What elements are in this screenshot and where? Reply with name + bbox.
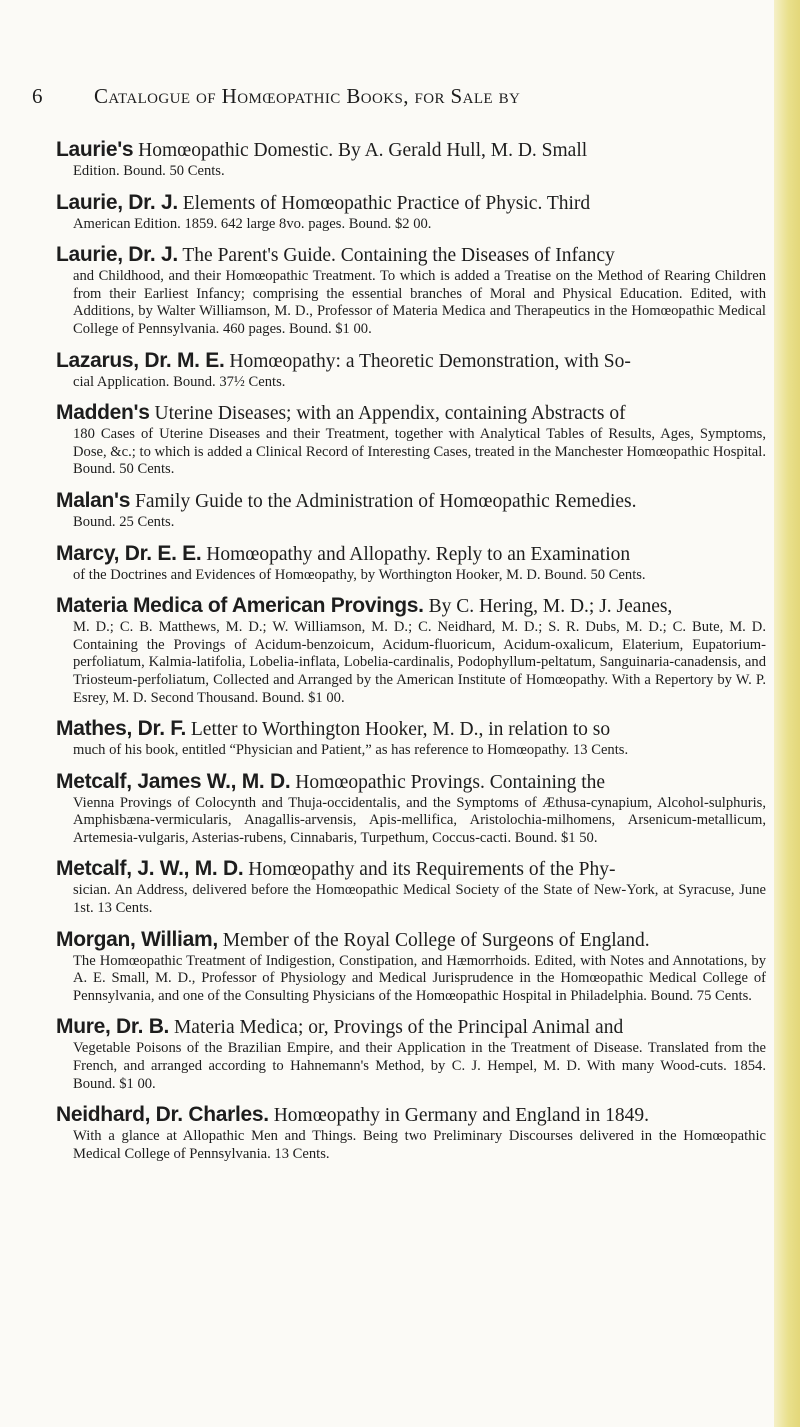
entry-author: Laurie, Dr. J. xyxy=(56,243,178,267)
entry-description: much of his book, entitled “Physician and Patient,” as has reference to Homœopathy. 13 Cents. xyxy=(73,742,629,759)
entry-title-start: Uterine Diseases; with an Appendix, containing Abstracts of xyxy=(154,403,626,425)
entry-author: Morgan, William, xyxy=(56,927,218,951)
entry-author: Metcalf, James W., M. D. xyxy=(56,769,291,793)
entry-description: and Childhood, and their Homœopathic Treatment. To which is added a Treatise on the Method of Rearing Children from their Earliest Infancy; comprising the essential branches of Moral and Physical Education. Edited, with Additions, by Walter Williamson, M. D., Professor of Materia Medica and Therapeutics in the Homœopathic Medical College of Pennsylvania. 460 pages. Bound. $1 00. xyxy=(73,268,766,337)
catalogue-entries xyxy=(56,138,766,1173)
entry-lead-line xyxy=(56,349,766,374)
entry-lead-line xyxy=(56,191,766,216)
entry-title-start: Homœopathic Domestic. By A. Gerald Hull, M. D. Small xyxy=(138,140,588,161)
entry-lead-line xyxy=(56,594,766,619)
entry-description: Edition. Bound. 50 Cents. xyxy=(73,163,225,179)
entry-author: Metcalf, J. W., M. D. xyxy=(56,857,244,881)
entry-description: Vegetable Poisons of the Brazilian Empire, and their Application in the Treatment of Disease. Translated from the French, and arranged according to Hahnemann's Method, by C. J. Hempel, M. D. With many Wood-cuts. 1854. Bound. $1 00. xyxy=(73,1040,766,1092)
entry-title-start: Member of the Royal College of Surgeons of England. xyxy=(222,929,650,951)
page-title: Catalogue of Homœopathic Books, for Sale by xyxy=(94,84,521,108)
page-number: 6 xyxy=(32,84,43,108)
entry-lead-line xyxy=(56,489,766,514)
entry-lead-line xyxy=(56,401,766,426)
entry-author: Madden's xyxy=(56,401,150,425)
catalogue-entry xyxy=(56,717,766,760)
entry-title-start: The Parent's Guide. Containing the Diseases of Infancy xyxy=(182,245,615,267)
entry-title-start: Homœopathy and its Requirements of the Phy- xyxy=(248,859,616,881)
catalogue-entry xyxy=(56,243,766,338)
entry-description: 180 Cases of Uterine Diseases and their Treatment, together with Analytical Tables of Results, Ages, Symptoms, Dose, &c.; to which is added a Clinical Record of Interesting Cases, treated in the Manchester Homœopathic Hospital. Bound. 50 Cents. xyxy=(73,426,766,478)
catalogue-entry xyxy=(56,857,766,917)
entry-lead-line xyxy=(56,717,766,742)
entry-description: cial Application. Bound. 37½ Cents. xyxy=(73,373,286,390)
entry-description: The Homœopathic Treatment of Indigestion, Constipation, and Hæmorrhoids. Edited, with Notes and Annotations, by A. E. Small, M. D., Professor of Physiology and Medical Jurisprudence in the Homœopathic Medical College of Pennsylvania, and one of the Consulting Physicians of the Homœopathic Hospital in Philadelphia. Bound. 75 Cents. xyxy=(73,952,766,1004)
entry-title-start: Homœopathy and Allopathy. Reply to an Examination xyxy=(206,543,631,565)
entry-title-start: Materia Medica; or, Provings of the Principal Animal and xyxy=(173,1017,624,1039)
catalogue-entry xyxy=(56,1103,766,1163)
entry-lead-line xyxy=(56,138,766,163)
entry-author: Materia Medica of American Provings. xyxy=(56,594,424,618)
entry-description: Vienna Provings of Colocynth and Thuja-occidentalis, and the Symptoms of Æthusa-cynapium, Alcohol-sulphuris, Amphisbæna-vermicularis, Anagallis-arvensis, Apis-mellifica, Aristolochia-milhomens, Arsenicum-metallicum, Artemesia-vulgaris, Asterias-rubens, Cinnabaris, Turpethum, Coccus-cacti. Bound. $1 50. xyxy=(73,794,766,846)
entry-title-start: Family Guide to the Administration of Homœopathic Remedies. xyxy=(134,490,637,512)
entry-author: Malan's xyxy=(56,488,131,512)
entry-lead-line xyxy=(56,542,766,567)
page-header xyxy=(32,84,768,109)
entry-title-start: Homœopathy in Germany and England in 1849. xyxy=(273,1105,649,1127)
entry-lead-line xyxy=(56,928,766,953)
entry-author: Lazarus, Dr. M. E. xyxy=(56,348,225,372)
entry-lead-line xyxy=(56,857,766,882)
entry-description: Bound. 25 Cents. xyxy=(73,513,175,530)
catalogue-entry xyxy=(56,489,766,532)
entry-lead-line xyxy=(56,1103,766,1128)
entry-title-start: Elements of Homœopathic Practice of Physic. Third xyxy=(182,192,591,214)
catalogue-entry xyxy=(56,401,766,479)
entry-author: Marcy, Dr. E. E. xyxy=(56,541,202,565)
catalogue-entry xyxy=(56,1015,766,1093)
entry-author: Laurie's xyxy=(56,138,134,161)
entry-description: M. D.; C. B. Matthews, M. D.; W. Williamson, M. D.; C. Neidhard, M. D.; S. R. Dubs, M. D.; C. Bute, M. D. Containing the Provings of Acidum-benzoicum, Acidum-fluoricum, Acidum-oxalicum, Elaterium, Eupatorium-perfoliatum, Kalmia-latifolia, Lobelia-inflata, Lobelia-cardinalis, Podophyllum-peltatum, Sanguinaria-canadensis, and Triosteum-perfoliatum, Collected and Arranged by the American Institute of Homœopathy. With a Repertory by W. P. Esrey, M. D. Second Thousand. Bound. $1 00. xyxy=(73,619,766,706)
entry-description: With a glance at Allopathic Men and Things. Being two Preliminary Discourses delivered in the Homœopathic Medical College of Pennsylvania. 13 Cents. xyxy=(73,1128,766,1162)
catalogue-entry xyxy=(56,191,766,234)
entry-description: American Edition. 1859. 642 large 8vo. pages. Bound. $2 00. xyxy=(73,215,432,232)
catalogue-entry xyxy=(56,542,766,585)
page-edge xyxy=(774,0,800,1427)
entry-lead-line xyxy=(56,770,766,795)
catalogue-entry xyxy=(56,770,766,848)
entry-author: Laurie, Dr. J. xyxy=(56,190,178,214)
entry-lead-line xyxy=(56,1015,766,1040)
entry-author: Mure, Dr. B. xyxy=(56,1015,170,1039)
catalogue-entry xyxy=(56,594,766,707)
entry-title-start: Homœopathy: a Theoretic Demonstration, with So- xyxy=(229,350,631,372)
entry-lead-line xyxy=(56,243,766,268)
entry-description: sician. An Address, delivered before the Homœopathic Medical Society of the State of New-York, at Syracuse, June 1st. 13 Cents. xyxy=(73,882,766,917)
entry-title-start: By C. Hering, M. D.; J. Jeanes, xyxy=(428,596,673,618)
entry-title-start: Homœopathic Provings. Containing the xyxy=(295,771,606,793)
catalogue-entry xyxy=(56,928,766,1006)
entry-author: Neidhard, Dr. Charles. xyxy=(56,1103,269,1127)
catalogue-entry xyxy=(56,138,766,181)
entry-author: Mathes, Dr. F. xyxy=(56,717,187,741)
entry-title-start: Letter to Worthington Hooker, M. D., in relation to so xyxy=(190,719,611,741)
entry-description: of the Doctrines and Evidences of Homœopathy, by Worthington Hooker, M. D. Bound. 50 Cents. xyxy=(73,566,646,583)
catalogue-entry xyxy=(56,349,766,392)
